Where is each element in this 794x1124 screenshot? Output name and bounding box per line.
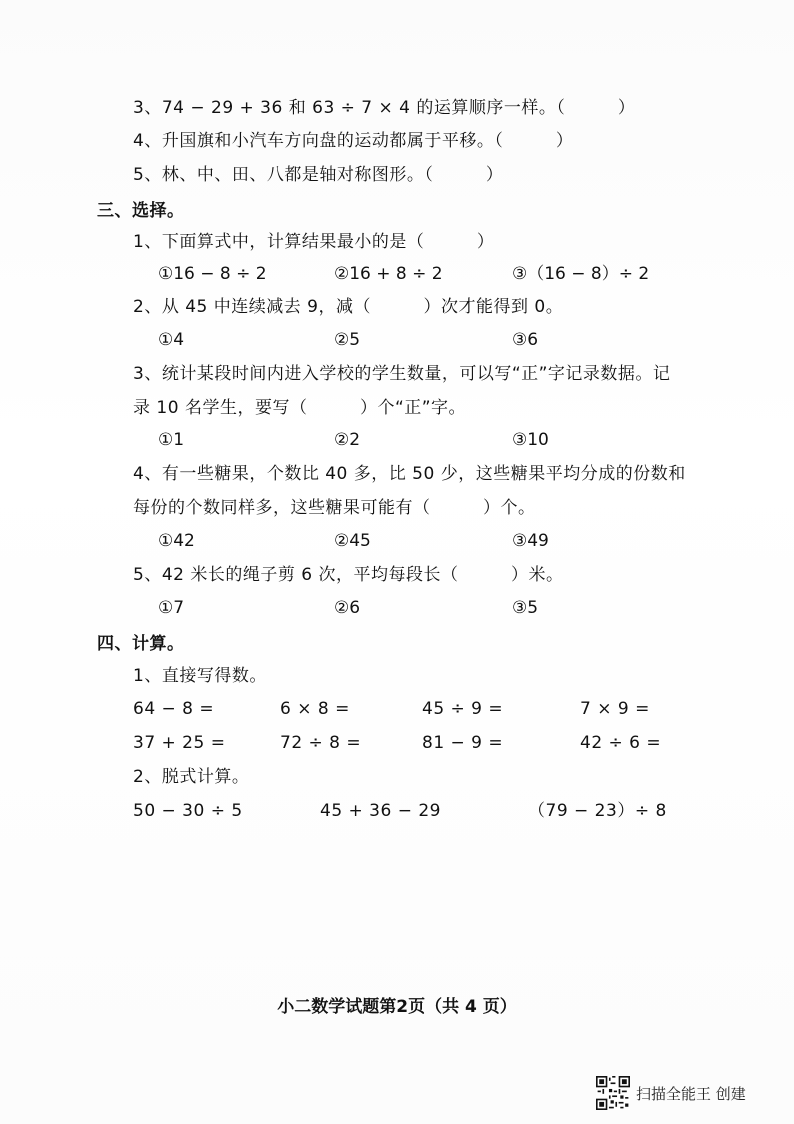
choice-2-option-c: ③6 xyxy=(512,330,539,350)
stepwise-calc-item: 50 − 30 ÷ 5 xyxy=(133,801,243,821)
choice-5-option-a: ①7 xyxy=(158,598,185,618)
choice-1-option-c: ③（16 − 8）÷ 2 xyxy=(512,264,650,284)
section-heading-calc: 四、计算。 xyxy=(97,634,185,654)
scanner-watermark xyxy=(596,1075,746,1111)
calc-sub2-title: 2、脱式计算。 xyxy=(133,767,250,787)
choice-4-option-b: ②45 xyxy=(334,531,371,551)
watermark-text: 扫描全能王 创建 xyxy=(636,1084,746,1103)
judge-question-3: 3、74 − 29 + 36 和 63 ÷ 7 × 4 的运算顺序一样。（ ） xyxy=(133,98,636,118)
choice-3-option-a: ①1 xyxy=(158,430,185,450)
choice-3-option-c: ③10 xyxy=(512,430,549,450)
choice-1-option-a: ①16 − 8 ÷ 2 xyxy=(158,264,267,284)
judge-question-4: 4、升国旗和小汽车方向盘的运动都属于平移。（ ） xyxy=(133,131,574,151)
direct-calc-item: 42 ÷ 6 = xyxy=(580,733,662,753)
choice-1-option-b: ②16 + 8 ÷ 2 xyxy=(334,264,443,284)
direct-calc-item: 64 − 8 = xyxy=(133,699,215,719)
choice-2-option-a: ①4 xyxy=(158,330,185,350)
choice-question-1: 1、下面算式中，计算结果最小的是（ ） xyxy=(133,232,495,252)
section-heading-choice: 三、选择。 xyxy=(97,201,185,221)
stepwise-calc-item: 45 + 36 − 29 xyxy=(320,801,441,821)
stepwise-calc-item: （79 − 23）÷ 8 xyxy=(528,801,667,821)
qr-code-icon xyxy=(596,1076,630,1110)
direct-calc-item: 37 + 25 = xyxy=(133,733,226,753)
choice-question-4-line2: 每份的个数同样多，这些糖果可能有（ ）个。 xyxy=(133,498,536,518)
choice-4-option-c: ③49 xyxy=(512,531,549,551)
calc-sub1-title: 1、直接写得数。 xyxy=(133,666,267,686)
direct-calc-item: 81 − 9 = xyxy=(422,733,504,753)
choice-4-option-a: ①42 xyxy=(158,531,195,551)
direct-calc-item: 45 ÷ 9 = xyxy=(422,699,504,719)
choice-5-option-b: ②6 xyxy=(334,598,361,618)
choice-question-4-line1: 4、有一些糖果，个数比 40 多，比 50 少，这些糖果平均分成的份数和 xyxy=(133,464,686,484)
choice-5-option-c: ③5 xyxy=(512,598,539,618)
choice-question-3-line2: 录 10 名学生，要写（ ）个“正”字。 xyxy=(133,398,467,418)
choice-3-option-b: ②2 xyxy=(334,430,361,450)
direct-calc-item: 7 × 9 = xyxy=(580,699,650,719)
choice-question-2: 2、从 45 中连续减去 9，减（ ）次才能得到 0。 xyxy=(133,297,564,317)
direct-calc-item: 6 × 8 = xyxy=(280,699,350,719)
choice-2-option-b: ②5 xyxy=(334,330,361,350)
choice-question-3-line1: 3、统计某段时间内进入学校的学生数量，可以写“正”字记录数据。记 xyxy=(133,364,671,384)
direct-calc-item: 72 ÷ 8 = xyxy=(280,733,362,753)
page-footer: 小二数学试题第2页（共 4 页） xyxy=(277,997,517,1017)
judge-question-5: 5、林、中、田、八都是轴对称图形。（ ） xyxy=(133,165,504,185)
choice-question-5: 5、42 米长的绳子剪 6 次，平均每段长（ ）米。 xyxy=(133,565,564,585)
